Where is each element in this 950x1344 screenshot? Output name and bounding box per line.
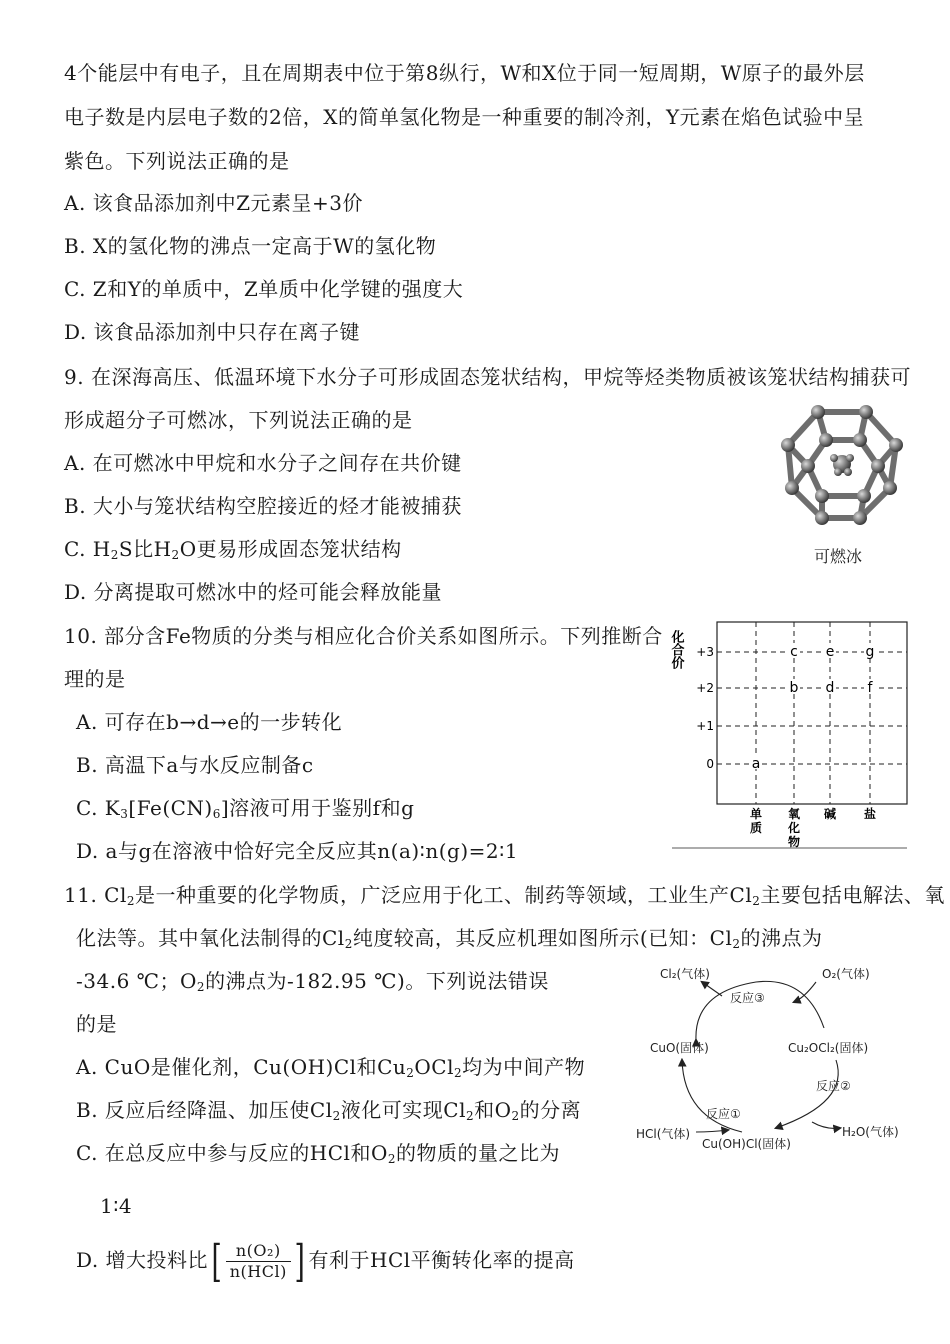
q11-line4: 的是 bbox=[76, 1012, 117, 1036]
q11-line3: -34.6 ℃；$O_2$的沸点为-182.95 ℃)。下列说法错误 bbox=[76, 969, 549, 994]
q9-option-c: C. $H_2S$比$H_2O$更易形成固态笼状结构 bbox=[64, 537, 402, 562]
point-g: g bbox=[865, 644, 875, 660]
q9-line2: 形成超分子可燃冰，下列说法正确的是 bbox=[64, 408, 413, 432]
x-tick-label: 碱 bbox=[823, 807, 837, 821]
ratio-numerator: n(O₂) bbox=[226, 1241, 291, 1262]
reaction-2-label: 反应② bbox=[816, 1079, 851, 1093]
h2o-gas-label: H₂O(气体) bbox=[842, 1125, 899, 1139]
q11-option-c-ratio: 1∶4 bbox=[100, 1194, 133, 1218]
hcl-gas-label: HCl(气体) bbox=[636, 1127, 691, 1141]
y-tick-label: +2 bbox=[696, 681, 714, 695]
q10-option-d: D. a与g在溶液中恰好完全反应其n(a)∶n(g)=2∶1 bbox=[76, 839, 519, 863]
q11-option-d: D. 增大投料比[ $\frac{\text{n(O₂)}}{\text{n(HCl)}}$ ] 有利于HCl平衡转化率的提高 bbox=[76, 1235, 575, 1287]
fe-valence-chart bbox=[668, 616, 912, 854]
y-axis-label: 化合价 bbox=[668, 630, 684, 669]
q11-option-c: C. 在总反应中参与反应的HCl和$O_2$的物质的量之比为 bbox=[76, 1141, 560, 1166]
q10-option-a: A. 可存在b→d→e的一步转化 bbox=[76, 710, 343, 734]
chart-frame bbox=[717, 622, 907, 804]
cuo-label: CuO(固体) bbox=[650, 1041, 709, 1055]
y-tick-label: +3 bbox=[696, 645, 714, 659]
clathrate-caption: 可燃冰 bbox=[814, 547, 863, 566]
q11-line1: 11. $Cl_2$是一种重要的化学物质，广泛应用于化工、制药等领域，工业生产$Cl_2$主要包括电解法、氧 bbox=[64, 883, 945, 908]
q8-option-b: B. X的氢化物的沸点一定高于W的氢化物 bbox=[64, 234, 437, 258]
q10-option-b: B. 高温下a与水反应制备c bbox=[76, 753, 314, 777]
point-c: c bbox=[790, 644, 798, 660]
q11-option-a: A. CuO是催化剂，Cu(OH)Cl和$Cu_2OCl_2$均为中间产物 bbox=[76, 1055, 586, 1080]
y-tick-label: +1 bbox=[696, 719, 714, 733]
x-tick-label: 单 bbox=[749, 807, 763, 821]
q11-line2: 化法等。其中氧化法制得的$Cl_2$纯度较高，其反应机理如图所示(已知：$Cl_2$的沸点为 bbox=[76, 926, 823, 951]
o2-gas-label: O₂(气体) bbox=[822, 967, 870, 981]
point-f: f bbox=[867, 680, 873, 696]
reaction-1-label: 反应① bbox=[706, 1107, 741, 1121]
cuohcl-label: Cu(OH)Cl(固体) bbox=[702, 1137, 791, 1151]
point-a: a bbox=[751, 756, 761, 772]
cu2ocl2-label: Cu₂OCl₂(固体) bbox=[788, 1041, 869, 1055]
q10-option-c: C. $K_3[Fe(CN)_6]$溶液可用于鉴别f和g bbox=[76, 796, 415, 821]
x-tick-label: 物 bbox=[787, 835, 801, 849]
q10-line2: 理的是 bbox=[64, 667, 126, 691]
q9-option-b: B. 大小与笼状结构空腔接近的烃才能被捕获 bbox=[64, 494, 462, 518]
q8-line1: 4个能层中有电子，且在周期表中位于第8纵行，W和X位于同一短周期，W原子的最外层 bbox=[64, 61, 865, 85]
cl2-reaction-cycle-diagram bbox=[636, 962, 914, 1158]
clathrate-cage-figure bbox=[778, 400, 908, 530]
x-tick-label: 盐 bbox=[863, 807, 877, 821]
q9-option-a: A. 在可燃冰中甲烷和水分子之间存在共价键 bbox=[64, 451, 462, 475]
x-tick-label: 化 bbox=[787, 821, 801, 835]
q8-option-c: C. Z和Y的单质中，Z单质中化学键的强度大 bbox=[64, 277, 464, 301]
cl2-gas-label: Cl₂(气体) bbox=[660, 967, 710, 981]
arrow-h2o-out bbox=[812, 1122, 840, 1128]
ratio-denominator: n(HCl) bbox=[229, 1262, 287, 1281]
arc-cu2ocl2-to-cuohcl bbox=[776, 1060, 838, 1128]
x-tick-label: 氧 bbox=[787, 807, 801, 821]
y-tick-label: 0 bbox=[706, 757, 714, 771]
q11-option-b: B. 反应后经降温、加压使$Cl_2$液化可实现$Cl_2$和$O_2$的分离 bbox=[76, 1098, 582, 1123]
q8-option-d: D. 该食品添加剂中只存在离子键 bbox=[64, 320, 361, 344]
arc-cuohcl-to-cuo bbox=[682, 1060, 742, 1132]
q8-line2: 电子数是内层电子数的2倍，X的简单氢化物是一种重要的制冷剂，Y元素在焰色试验中呈 bbox=[64, 105, 865, 129]
arrow-hcl-in bbox=[696, 1130, 728, 1132]
reaction-3-label: 反应③ bbox=[730, 991, 765, 1005]
point-e: e bbox=[825, 644, 835, 660]
q9-line1: 9. 在深海高压、低温环境下水分子可形成固态笼状结构，甲烷等烃类物质被该笼状结构捕获可 bbox=[64, 365, 911, 389]
arrow-o2-in bbox=[794, 982, 816, 1002]
q8-option-a: A. 该食品添加剂中Z元素呈+3价 bbox=[64, 191, 364, 215]
arrow-cl2-out bbox=[702, 982, 722, 996]
q10-line1: 10. 部分含Fe物质的分类与相应化合价关系如图所示。下列推断合 bbox=[64, 624, 663, 648]
q9-option-d: D. 分离提取可燃冰中的烃可能会释放能量 bbox=[64, 580, 443, 604]
point-b: b bbox=[789, 680, 799, 696]
point-d: d bbox=[825, 680, 835, 696]
q8-line3: 紫色。下列说法正确的是 bbox=[64, 149, 290, 173]
x-tick-label: 质 bbox=[749, 821, 763, 835]
